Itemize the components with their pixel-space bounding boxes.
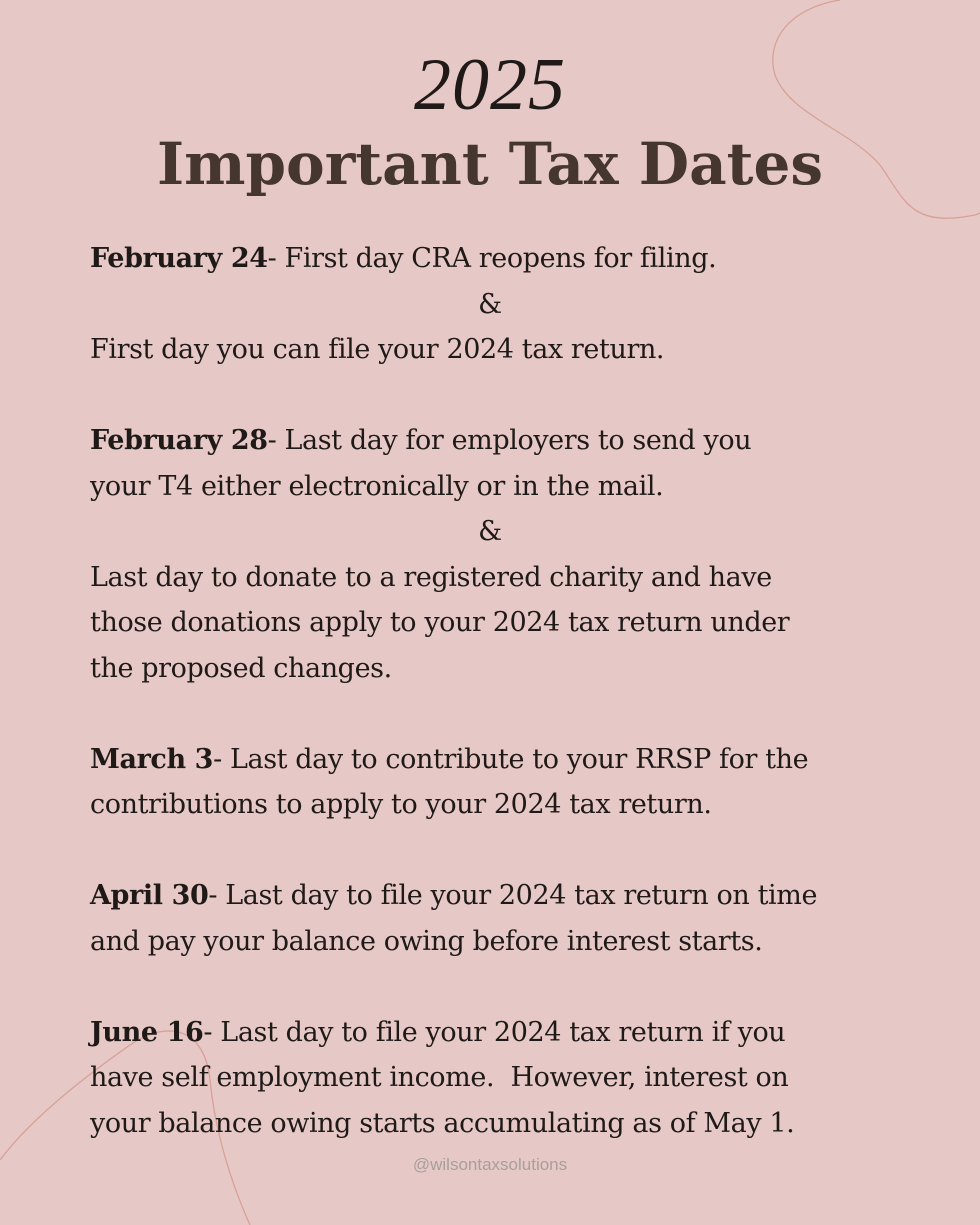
entry-text: - Last day for employers to send you (267, 425, 752, 456)
entry-february-28 (90, 418, 890, 691)
entry-text: and pay your balance owing before interest starts. (90, 925, 763, 957)
entry-text: your balance owing starts accumulating as of May 1. (90, 1107, 795, 1139)
year-heading: 2025 (414, 44, 566, 126)
entry-line (90, 1010, 890, 1056)
ampersand-separator: & (478, 288, 502, 320)
ampersand-separator: & (478, 516, 502, 547)
entry-line (90, 236, 890, 282)
entry-text: - Last day to contribute to your RRSP for the (213, 743, 809, 775)
entry-text: your T4 either electronically or in the mail. (90, 470, 664, 502)
entry-date: March 3 (90, 743, 214, 775)
entry-text: First day you can file your 2024 tax return. (90, 334, 665, 365)
entry-line (90, 418, 890, 464)
social-handle: @wilsontaxsolutions (412, 1155, 568, 1174)
entry-june-16 (90, 1010, 890, 1147)
entry-date: April 30 (90, 880, 209, 911)
entry-april-30 (90, 873, 890, 964)
entry-text: - First day CRA reopens for filing. (267, 243, 717, 274)
entry-text: the proposed changes. (90, 652, 392, 684)
entry-text: - Last day to file your 2024 tax return if you (203, 1016, 786, 1048)
header (0, 40, 980, 200)
entry-text: those donations apply to your 2024 tax return under (90, 607, 790, 638)
entry-date: June 16 (90, 1016, 204, 1048)
page-title: Important Tax Dates (156, 130, 823, 198)
tax-dates-list (90, 236, 890, 1146)
entry-line (90, 737, 890, 783)
entry-date: February 28 (90, 425, 268, 456)
entry-text: contributions to apply to your 2024 tax return. (90, 789, 712, 820)
entry-text: have self employment income. However, interest on (90, 1062, 789, 1093)
entry-text: - Last day to file your 2024 tax return on time (208, 880, 818, 911)
entry-text: Last day to donate to a registered charity and have (90, 561, 772, 593)
entry-february-24 (90, 236, 890, 373)
entry-line (90, 873, 890, 919)
entry-date: February 24 (90, 243, 268, 274)
entry-march-3 (90, 737, 890, 828)
